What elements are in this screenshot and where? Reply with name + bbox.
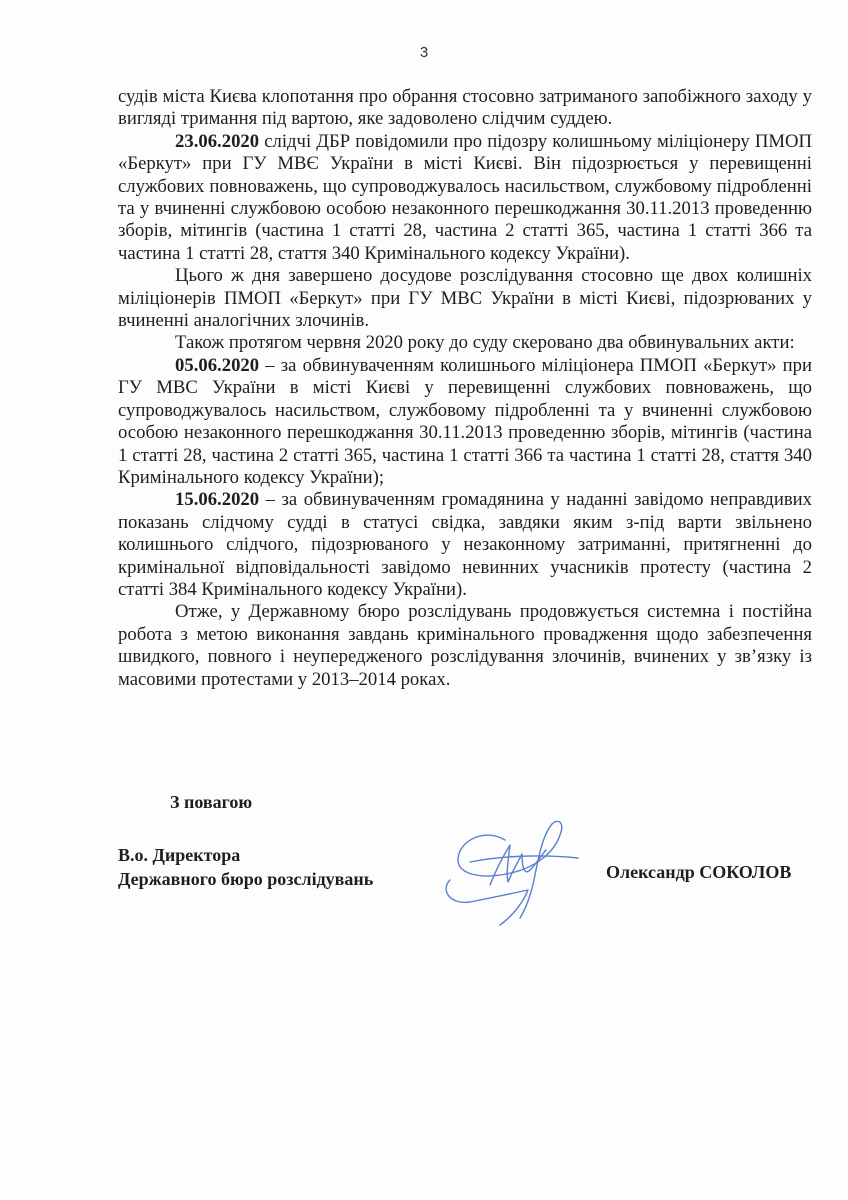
paragraph-text: слідчі ДБР повідомили про підозру колишньому міліціонеру ПМОП «Беркут» при ГУ МВЄ України в місті Києві. Він підозрюється у перевищенні службових повноважень, що супроводжувалось насильством, службовому підробленні та у вчиненні службовою особою незаконного перешкоджання 30.11.2013 проведенню зборів, мітингів (частина 1 статті 28, частина 2 статті 365, частина 1 статті 366 та частина 1 статті 28, стаття 340 Кримінального кодексу України). [118,130,812,264]
paragraph [118,489,812,601]
paragraph [118,265,812,332]
paragraph-text: – за обвинуваченням колишнього міліціонера ПМОП «Беркут» при ГУ МВС України в місті Києві у перевищенні службових повноважень, що супроводжувалось насильством, службовому підробленні та у вчиненні службовою особою незаконного перешкоджання 30.11.2013 проведенню зборів, мітингів (частина 1 статті 28, частина 2 статті 365, частина 1 статті 366 та частина 1 статті 28, стаття 340 Кримінального кодексу України); [118,354,812,488]
signatory-name: Олександр СОКОЛОВ [606,862,792,882]
paragraph [118,86,812,131]
paragraph-text: – за обвинуваченням громадянина у наданні завідомо неправдивих показань слідчому судді в статусі свідка, завдяки яким з-під варти звільнено колишнього слідчого, підозрюваного у незаконному затриманні, притягненні до кримінальної відповідальності завідомо невинних учасників протесту (частина 2 статті 384 Кримінального кодексу України). [118,489,812,600]
signatory-title-line1: В.о. Директора [118,845,241,865]
signature-loop [458,821,562,918]
closing-phrase: З повагою [170,792,253,812]
paragraph-text: Отже, у Державному бюро розслідувань продовжується системна і постійна робота з метою виконання завдань кримінального провадження щодо забезпечення швидкого, повного і неупередженого розслідування злочинів, вчинених у зв’язку із масовими протестами у 2013–2014 роках. [118,601,812,690]
handwritten-signature [430,810,590,930]
paragraph [118,332,812,354]
signature-tail [446,880,528,925]
signatory-title [118,843,373,891]
paragraph-date: 05.06.2020 [175,354,260,376]
paragraph-text: Також протягом червня 2020 року до суду скеровано два обвинувальних акти: [175,332,795,354]
body-text [118,86,812,691]
paragraph [118,355,812,489]
page-number: 3 [419,44,429,61]
paragraph [118,131,812,265]
paragraph-text: судів міста Києва клопотання про обрання стосовно затриманого запобіжного заходу у вигляді тримання під вартою, яке задоволено слідчим суддею. [118,86,812,130]
paragraph-date: 15.06.2020 [175,489,260,511]
paragraph-date: 23.06.2020 [175,130,260,152]
signature-crossbar [470,856,578,862]
paragraph [118,601,812,691]
paragraph-text: Цього ж дня завершено досудове розслідування стосовно ще двох колишніх міліціонерів ПМОП «Беркут» при ГУ МВС України в місті Києві, підозрюваних у вчиненні аналогічних злочинів. [118,265,812,332]
signatory-title-line2: Державного бюро розслідувань [118,869,374,889]
